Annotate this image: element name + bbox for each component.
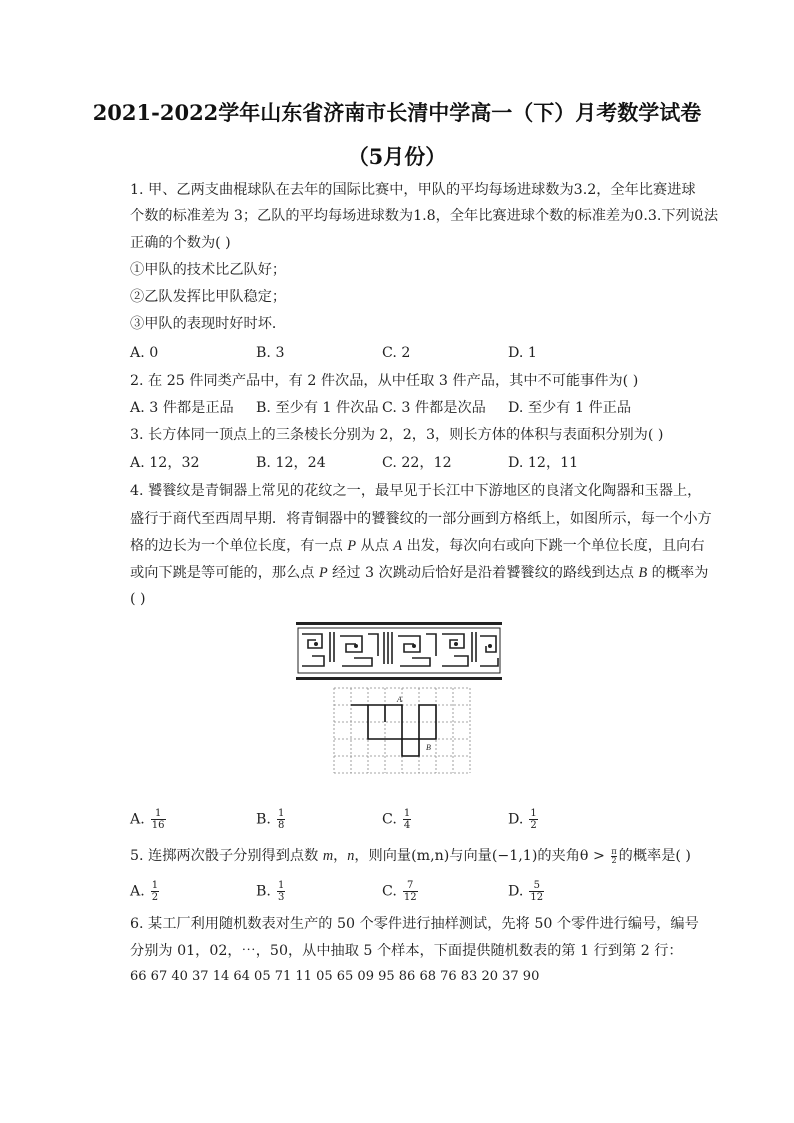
q5-option-d: D. $\frac{5}{12}$ <box>508 880 544 903</box>
q4-line-4: 或向下跳是等可能的，那么点 P 经过 3 次跳动后恰好是沿着饕餮纹的路线到达点 B 的概率为 <box>130 565 709 581</box>
q1-option-b: B. 3 <box>256 345 285 361</box>
q1-statement-2: ②乙队发挥比甲队稳定； <box>130 289 287 305</box>
q1-option-a: A. 0 <box>130 345 159 361</box>
q4-line-3: 格的边长为一个单位长度，有一点 P 从点 A 出发，每次向右或向下跳一个单位长度，且向右 <box>130 538 705 554</box>
exam-title: 2021-2022学年山东省济南市长清中学高一（下）月考数学试卷 <box>92 100 702 125</box>
q4-option-a: A. $\frac{1}{16}$ <box>130 808 165 831</box>
q2-option-a: A. 3 件都是正品 <box>130 400 234 416</box>
q6-line-1: 6. 某工厂利用随机数表对生产的 50 个零件进行抽样测试，先将 50 个零件进行编号，编号 <box>130 916 699 932</box>
q4-line-5: ( ) <box>130 591 146 607</box>
q1-line-3: 正确的个数为( ) <box>130 235 231 251</box>
q4-line-1: 4. 饕餮纹是青铜器上常见的花纹之一，最早见于长江中下游地区的良渚文化陶器和玉器上， <box>130 483 702 499</box>
q2-option-b: B. 至少有 1 件次品 <box>256 400 379 416</box>
q1-statement-3: ③甲队的表现时好时坏． <box>130 316 287 332</box>
exam-subtitle: （5月份） <box>347 144 447 169</box>
grid-label-b: B <box>426 743 431 752</box>
grid-path-diagram <box>296 686 502 786</box>
q5-option-b: B. $\frac{1}{3}$ <box>256 880 285 903</box>
q2-option-d: D. 至少有 1 件正品 <box>508 400 632 416</box>
q3-option-b: B. 12，24 <box>256 455 326 471</box>
q3-option-d: D. 12，11 <box>508 455 579 471</box>
q4-option-b: B. $\frac{1}{8}$ <box>256 808 285 831</box>
q3-option-a: A. 12，32 <box>130 455 200 471</box>
q2-option-c: C. 3 件都是次品 <box>382 400 486 416</box>
q1-option-c: C. 2 <box>382 345 411 361</box>
q1-statement-1: ①甲队的技术比乙队好； <box>130 262 287 278</box>
q4-line-2: 盛行于商代至西周早期．将青铜器中的饕餮纹的一部分画到方格纸上，如图所示，每一个小方 <box>130 511 712 527</box>
q6-random-numbers: 66 67 40 37 14 64 05 71 11 05 65 09 95 86 68 76 83 20 37 90 <box>130 969 540 984</box>
q4-option-d: D. $\frac{1}{2}$ <box>508 808 537 831</box>
q5-option-a: A. $\frac{1}{2}$ <box>130 880 159 903</box>
q6-line-2: 分别为 01，02，⋯，50，从中抽取 5 个样本，下面提供随机数表的第 1 行到第 2 行： <box>130 943 683 959</box>
grid-label-a: A <box>397 695 402 704</box>
q3-line-1: 3. 长方体同一顶点上的三条棱长分别为 2，2，3，则长方体的体积与表面积分别为( ) <box>130 427 664 443</box>
q2-line-1: 2. 在 25 件同类产品中，有 2 件次品，从中任取 3 件产品，其中不可能事件为( ) <box>130 373 639 389</box>
q4-option-c: C. $\frac{1}{4}$ <box>382 808 411 831</box>
q1-line-1: 1. 甲、乙两支曲棍球队在去年的国际比赛中，甲队的平均每场进球数为3.2，全年比赛进球 <box>130 182 696 198</box>
q1-line-2: 个数的标准差为 3；乙队的平均每场进球数为1.8，全年比赛进球个数的标准差为0.3.下列说法 <box>130 208 719 224</box>
q5-option-c: C. $\frac{7}{12}$ <box>382 880 417 903</box>
taotie-figure <box>296 622 502 782</box>
q1-option-d: D. 1 <box>508 345 537 361</box>
q5-line-1: 5. 连掷两次骰子分别得到点数 m，n，则向量(m,n)与向量(−1,1)的夹角θ > $\frac{\pi}{2}$ 的概率是( ) <box>130 846 691 865</box>
q3-option-c: C. 22，12 <box>382 455 452 471</box>
